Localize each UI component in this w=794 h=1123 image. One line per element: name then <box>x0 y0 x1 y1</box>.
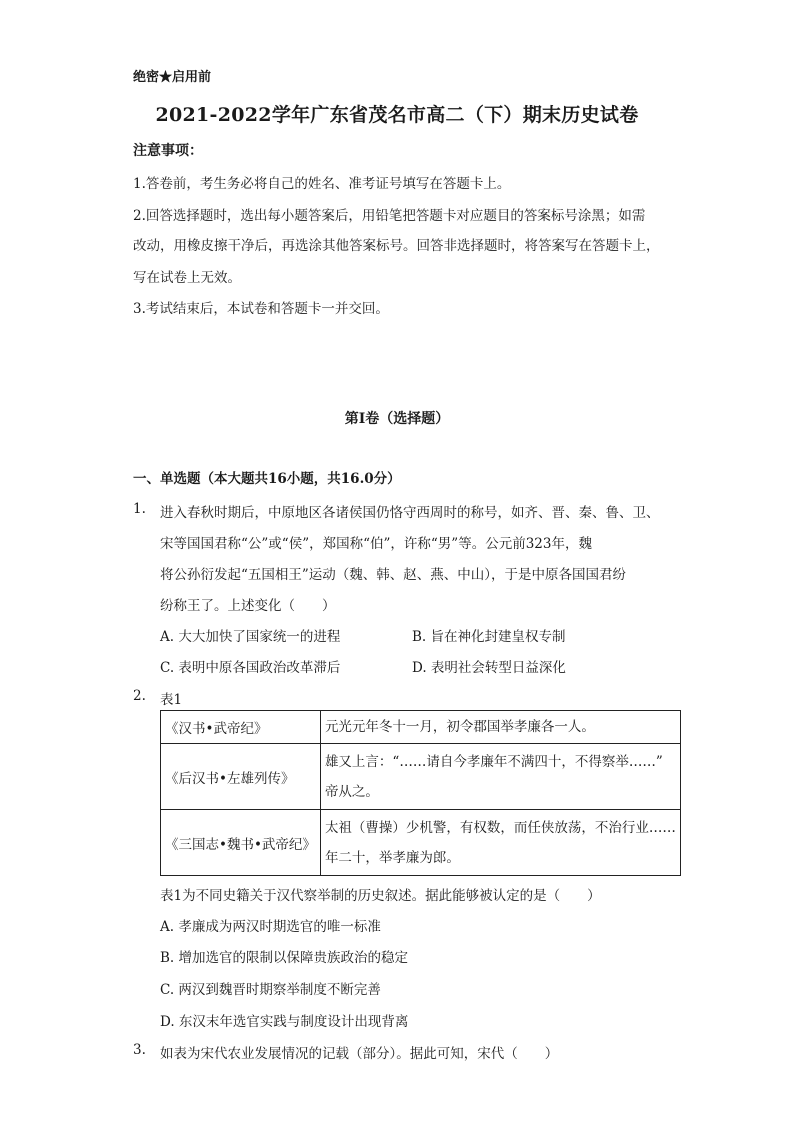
table-row <box>161 744 681 810</box>
table-cell-source: 《后汉书•左雄列传》 <box>161 744 321 810</box>
table-cell-content <box>320 744 680 810</box>
secret-mark: 绝密★启用前 <box>133 70 212 85</box>
q1-line-3: 将公孙衍发起“五国相王”运动（魏、韩、赵、燕、中山），于是中原各国国君纷 <box>160 567 627 583</box>
q1-number: 1. <box>133 501 146 517</box>
q3-text: 如表为宋代农业发展情况的记载（部分）。据此可知，宋代（ ） <box>160 1046 559 1062</box>
notice-line-2: 2.回答选择题时，选出每小题答案后，用铅笔把答题卡对应题目的答案标号涂黑；如需 <box>133 208 646 224</box>
exam-title: 2021-2022学年广东省茂名市高二（下）期末历史试卷 <box>155 104 639 126</box>
q1-line-1: 进入春秋时期后，中原地区各诸侯国仍恪守西周时的称号，如齐、晋、秦、鲁、卫、 <box>160 505 660 521</box>
table-cell-content <box>320 810 680 876</box>
table-cell-line: 雄又上言：“……请自今孝廉年不满四十，不得察举……” <box>324 753 663 770</box>
table-row <box>161 810 681 876</box>
q2-number: 2. <box>133 688 146 704</box>
table-cell-line: 年二十，举孝廉为郎。 <box>324 849 460 866</box>
notice-line-4: 写在试卷上无效。 <box>133 270 241 286</box>
notice-line-3: 改动，用橡皮擦干净后，再选涂其他答案标号。回答非选择题时，将答案写在答题卡上， <box>133 238 660 254</box>
q2-option-a: A. 孝廉成为两汉时期选官的唯一标准 <box>160 919 381 935</box>
notice-heading: 注意事项： <box>133 143 203 159</box>
q1-option-a: A. 大大加快了国家统一的进程 <box>160 629 341 645</box>
notice-line-1: 1.答卷前，考生务必将自己的姓名、准考证号填写在答题卡上。 <box>133 176 511 192</box>
table-cell-line: 元光元年冬十一月，初令郡国举孝廉各一人。 <box>324 719 595 735</box>
q2-option-d: D. 东汉末年选官实践与制度设计出现背离 <box>160 1014 409 1030</box>
table-cell-line: 帝从之。 <box>324 783 379 800</box>
table-cell-source: 《汉书•武帝纪》 <box>161 711 321 744</box>
q3-number: 3. <box>133 1042 146 1058</box>
table-cell-line: 太祖（曹操）少机警，有权数，而任侠放荡，不治行业…… <box>324 819 676 836</box>
notice-line-5: 3.考试结束后，本试卷和答题卡一并交回。 <box>133 301 389 317</box>
part-heading: 一、单选题（本大题共16小题，共16.0分） <box>133 471 401 487</box>
q1-line-2: 宋等国国君称“公”或“侯”，郑国称“伯”，许称“男”等。公元前323年，魏 <box>160 536 592 552</box>
section-title: 第I卷（选择题） <box>344 411 450 427</box>
q2-option-c: C. 两汉到魏晋时期察举制度不断完善 <box>160 982 381 998</box>
q1-option-c: C. 表明中原各国政治改革滞后 <box>160 660 341 676</box>
q2-option-b: B. 增加选官的限制以保障贵族政治的稳定 <box>160 950 409 966</box>
table-cell-content <box>320 711 680 744</box>
table-row <box>161 711 681 744</box>
q1-line-4: 纷称王了。上述变化（ ） <box>160 598 336 614</box>
q2-question: 表1为不同史籍关于汉代察举制的历史叙述。据此能够被认定的是（ ） <box>160 888 601 904</box>
table-cell-source: 《三国志•魏书•武帝纪》 <box>161 810 321 876</box>
history-table <box>160 710 681 876</box>
q1-option-d: D. 表明社会转型日益深化 <box>412 660 566 676</box>
q1-option-b: B. 旨在神化封建皇权专制 <box>412 629 566 645</box>
q2-table-label: 表1 <box>160 692 183 708</box>
